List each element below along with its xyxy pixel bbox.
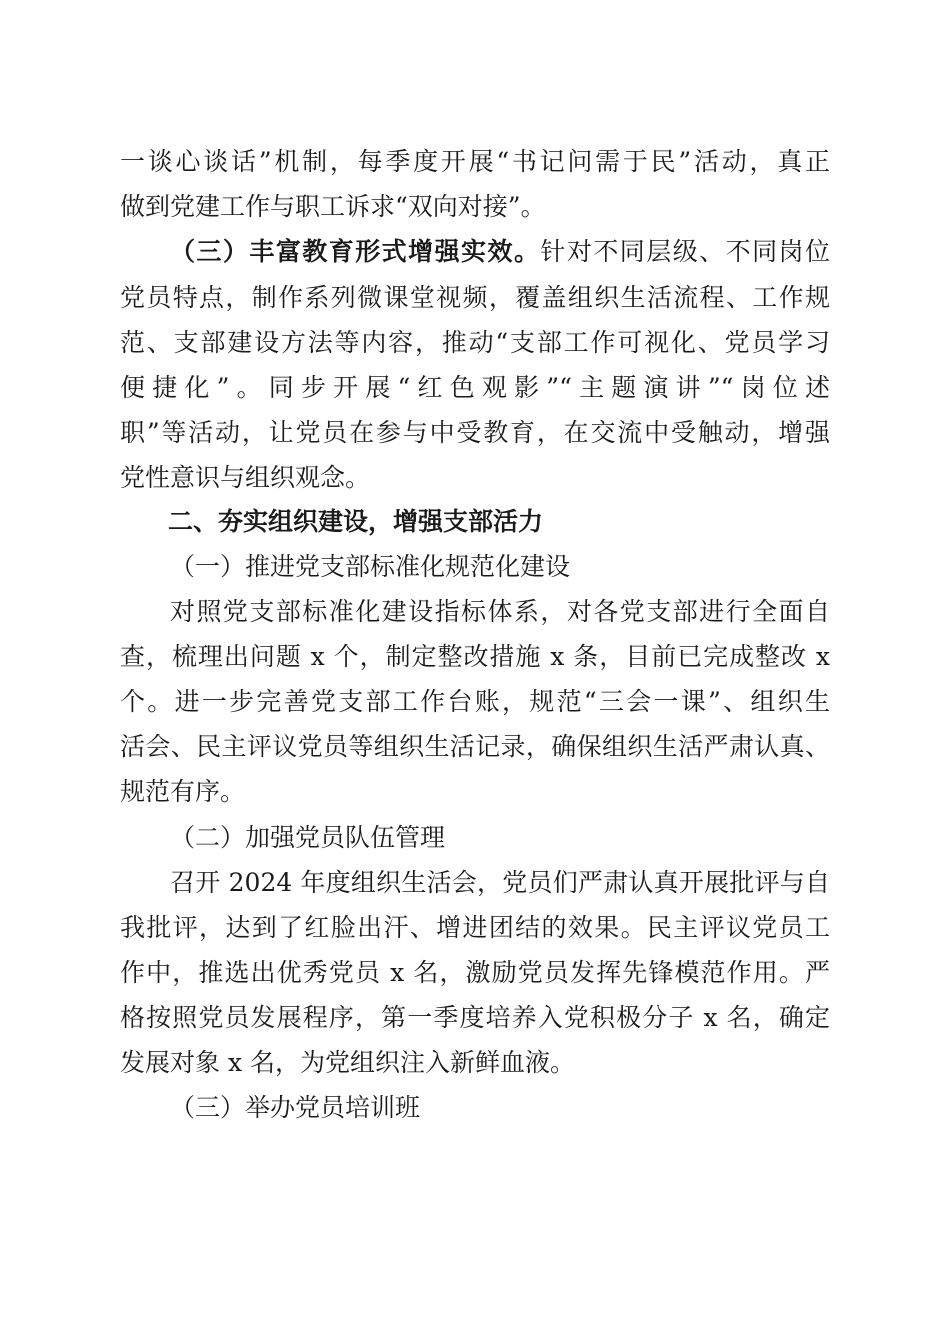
body-text-line: 做到党建工作与职工诉求“双向对接”。 <box>120 192 546 221</box>
subsection-heading: （一）推进党支部标准化规范化建设 <box>170 552 571 581</box>
body-text-line: 一谈心谈话”机制，每季度开展“书记问需于民”活动，真正 <box>120 147 830 176</box>
body-text-line: 发展对象 x 名，为党组织注入新鲜血液。 <box>120 1048 575 1077</box>
body-text-line: 职”等活动，让党员在参与中受教育，在交流中受触动，增强 <box>120 418 830 447</box>
body-text-line: 党员特点，制作系列微课堂视频，覆盖组织生活流程、工作规 <box>120 283 830 312</box>
body-text-line: 格按照党员发展程序，第一季度培养入党积极分子 x 名，确定 <box>120 1003 830 1032</box>
body-text-line: 查，梳理出问题 x 个，制定整改措施 x 条，目前已完成整改 x <box>120 642 830 671</box>
body-text-line: 党性意识与组织观念。 <box>120 463 371 492</box>
section-heading: 二、夯实组织建设，增强支部活力 <box>168 507 544 536</box>
body-text-line: 便捷化”。同步开展“红色观影”“主题演讲”“岗位述 <box>120 373 830 402</box>
subsection-heading: （二）加强党员队伍管理 <box>170 823 446 852</box>
body-text-line: 规范有序。 <box>120 777 246 806</box>
body-text-line: 我批评，达到了红脸出汗、增进团结的效果。民主评议党员工 <box>120 913 830 942</box>
subsection-heading: （三）举办党员培训班 <box>170 1093 421 1122</box>
body-text-line: 召开 2024 年度组织生活会，党员们严肃认真开展批评与自 <box>170 868 830 897</box>
paragraph-with-bold-lead <box>170 230 830 274</box>
bold-lead-heading: （三）丰富教育形式增强实效。 <box>170 237 541 266</box>
body-text-line: 对照党支部标准化建设指标体系，对各党支部进行全面自 <box>170 597 830 626</box>
body-text-line: 个。进一步完善党支部工作台账，规范“三会一课”、组织生 <box>120 687 830 716</box>
body-text-line: 作中，推选出优秀党员 x 名，激励党员发挥先锋模范作用。严 <box>120 958 830 987</box>
body-text-line: 活会、民主评议党员等组织生活记录，确保组织生活严肃认真、 <box>120 732 830 761</box>
body-text-line: 范、支部建设方法等内容，推动“支部工作可视化、党员学习 <box>120 328 830 357</box>
body-text-run: 针对不同层级、不同岗位 <box>540 237 830 266</box>
